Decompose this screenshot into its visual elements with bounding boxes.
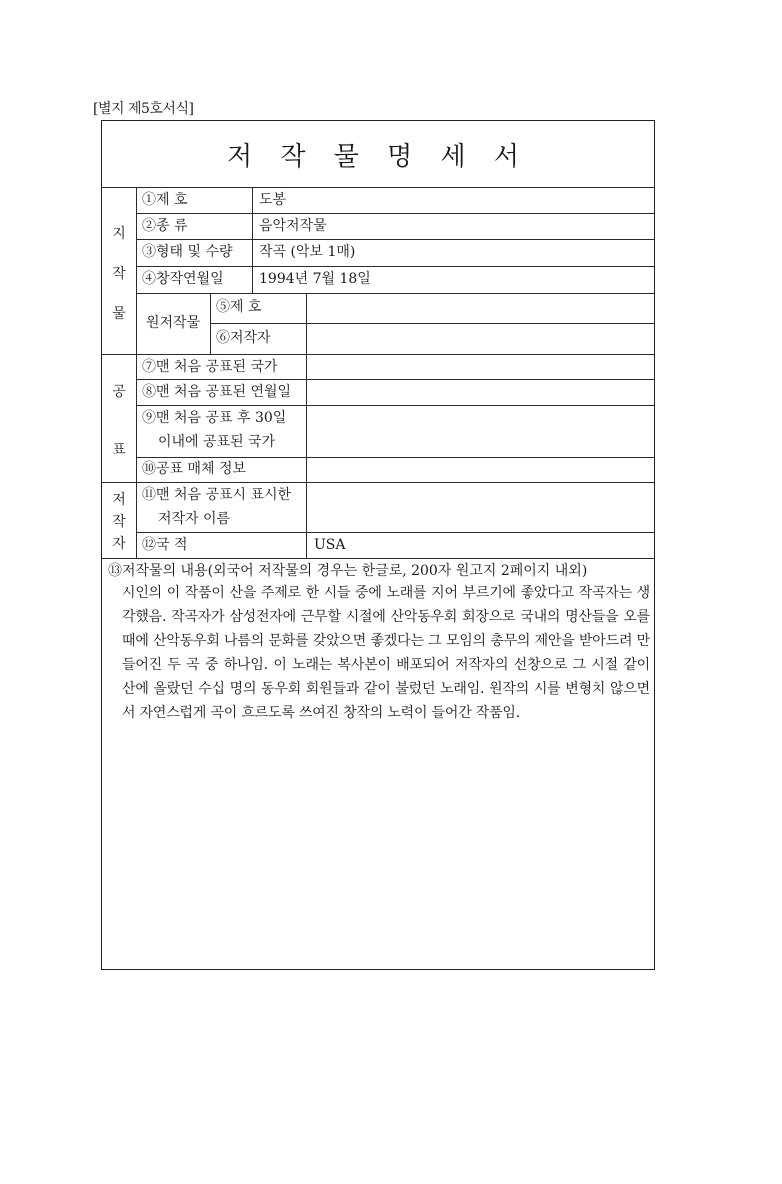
nationality-label: ⑫국 적 [142,537,188,553]
rule [252,187,253,293]
creation-date-value: 1994년 7월 18일 [259,271,371,287]
creation-date-label: ④창작연월일 [142,271,224,287]
original-author-label: ⑥저작자 [216,330,271,346]
section-author-label [107,487,131,557]
rule [136,239,654,240]
work-specification-form [101,120,655,970]
rule [102,482,654,483]
content-heading: ⑬저작물의 내용(외국어 저작물의 경우는 한글로, 200자 원고지 2페이지 내외) [108,563,588,579]
first-pub-date-label: ⑧맨 처음 공표된 연월일 [142,384,292,400]
section-work-label [107,211,131,351]
media-info-label: ⑩공표 매체 정보 [142,461,247,477]
form-number-label: [별지 제5호서식] [93,101,194,117]
form-quantity-label: ③형태 및 수량 [142,244,233,260]
rule [136,457,654,458]
section-char: 작 [112,514,126,530]
title-label: ①제 호 [142,192,188,208]
author-name-label-1: ⑪맨 처음 공표시 표시한 [142,487,292,503]
pub-within-30-label-1: ⑨맨 처음 공표 후 30일 [142,410,287,426]
section-char: 저 [112,492,126,508]
rule [102,354,654,355]
author-name-label-2: 저작자 이름 [158,511,231,527]
section-char: 표 [112,442,126,458]
original-title-label: ⑤제 호 [216,299,262,315]
form-quantity-value: 작곡 (악보 1매) [259,244,356,260]
rule [136,187,137,558]
pub-within-30-label-2: 이내에 공표된 국가 [158,434,276,450]
section-char: 지 [112,226,126,242]
rule [136,213,654,214]
rule [102,558,654,559]
rule [210,293,211,354]
section-char: 공 [112,384,126,400]
rule [210,323,654,324]
rule [136,293,654,294]
rule [136,379,654,380]
title-value: 도봉 [259,192,287,208]
rule [136,532,654,533]
original-work-label: 원저작물 [146,315,201,331]
rule [136,405,654,406]
content-body: 시인의 이 작품이 산을 주제로 한 시들 중에 노래를 지어 부르기에 좋았다고 작곡자는 생각했음. 작곡자가 삼성전자에 근무할 시절에 산악동우회 회장으로 국내의 명산들을 오를 때에 산악동우회 나름의 문화를 갖았으면 좋겠다는 그 모임의 총무의 제안을 받아드려 만들어진 두 곡 중 하나임. 이 노래는 복사본이 배포되어 저작자의 선창으로 그 시절 같이 산에 올랐던 수십 명의 동우회 회원들과 같이 불렀던 노래임. 원작의 시를 변형치 않으면서 자연스럽게 곡이 흐르도록 쓰여진 창작의 노력이 들어간 작품임. [122,585,650,721]
section-char: 자 [112,536,126,552]
kind-value: 음악저작물 [259,218,327,234]
form-title: 저 작 물 명 세 서 [226,141,530,172]
rule [136,266,654,267]
rule [102,187,654,188]
nationality-value: USA [314,537,346,553]
kind-label: ②종 류 [142,218,188,234]
section-char: 작 [112,266,126,282]
section-publication-label [107,371,131,471]
rule [306,293,307,558]
section-char: 물 [112,306,126,322]
first-pub-country-label: ⑦맨 처음 공표된 국가 [142,359,278,375]
